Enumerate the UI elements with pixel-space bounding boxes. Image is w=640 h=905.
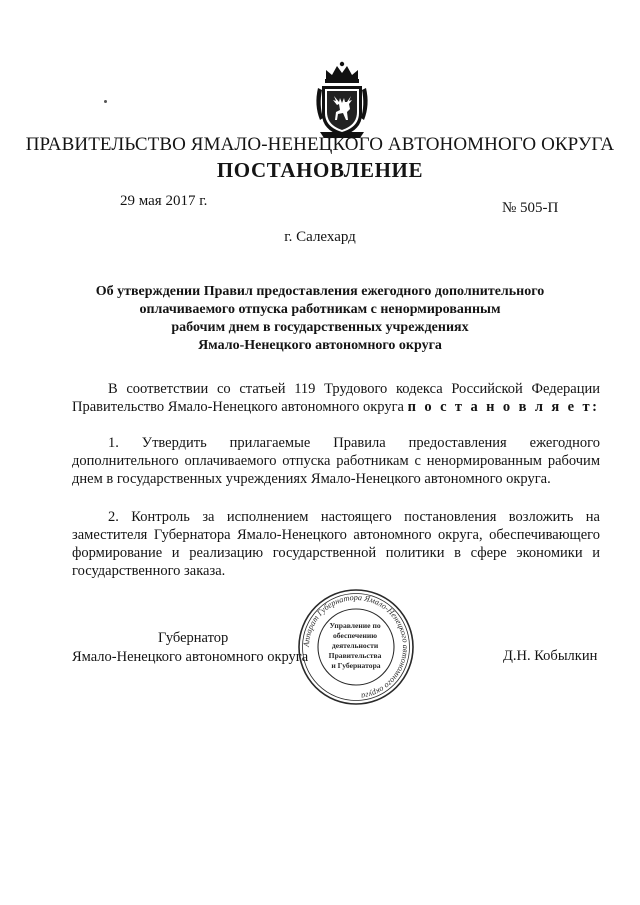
- title-line: рабочим днем в государственных учреждениях: [171, 320, 469, 335]
- signatory-region: Ямало-Ненецкого автономного округа: [72, 649, 309, 665]
- document-type: ПОСТАНОВЛЕНИЕ: [216, 158, 424, 182]
- document-city: г. Салехард: [284, 229, 356, 245]
- item-text: 1. Утвердить прилагаемые Правила предоставления ежегодного дополнительного оплачиваемого отпуска работникам с ненормированным рабочим днем в государственных учреждениях Ямало-Ненецкого автономного округа.: [72, 435, 600, 487]
- title-line: Ямало-Ненецкого автономного округа: [198, 338, 442, 353]
- stamp-line: Управление по: [329, 621, 381, 630]
- title-line: оплачиваемого отпуска работникам с ненормированным: [139, 302, 501, 317]
- intro-text: В соответствии со статьей 119 Трудового кодекса Российской Федерации Правительство Ямало-Ненецкого автономного округа: [72, 381, 600, 415]
- document-title: [60, 283, 580, 355]
- scan-speck: [104, 100, 107, 103]
- stamp-ring-textpath: Аппарат Губернатора Ямало-Ненецкого автономного округа: [301, 592, 411, 701]
- item-text: 2. Контроль за исполнением настоящего постановления возложить на заместителя Губернатора Ямало-Ненецкого автономного округа, обеспечивающего формирование и реализацию государственной политики в сфере экономики и государственного заказа.: [72, 509, 600, 579]
- title-line: Об утверждении Правил предоставления ежегодного дополнительного: [95, 284, 545, 299]
- item-paragraph-1: [72, 434, 600, 488]
- document-date: 29 мая 2017 г.: [120, 193, 208, 209]
- stamp-line: Правительства: [328, 651, 382, 660]
- signatory-position: [72, 629, 308, 667]
- signatory-title: Губернатор: [158, 630, 229, 646]
- organization-name: ПРАВИТЕЛЬСТВО ЯМАЛО-НЕНЕЦКОГО АВТОНОМНОГО ОКРУГА: [25, 134, 615, 155]
- document-number: № 505-П: [502, 200, 559, 216]
- svg-text:Управление по обеспечени: [329, 621, 384, 670]
- stamp-line: и Губернатора: [331, 661, 381, 670]
- stamp-line: обеспечению: [333, 631, 378, 640]
- item-paragraph-2: [72, 508, 600, 580]
- coat-of-arms-emblem: [312, 60, 372, 140]
- intro-paragraph: [72, 380, 600, 416]
- official-stamp: [296, 588, 416, 706]
- decree-word: п о с т а н о в л я е т:: [407, 399, 600, 415]
- signatory-name: Д.Н. Кобылкин: [503, 648, 598, 664]
- stamp-line: деятельности: [331, 641, 379, 650]
